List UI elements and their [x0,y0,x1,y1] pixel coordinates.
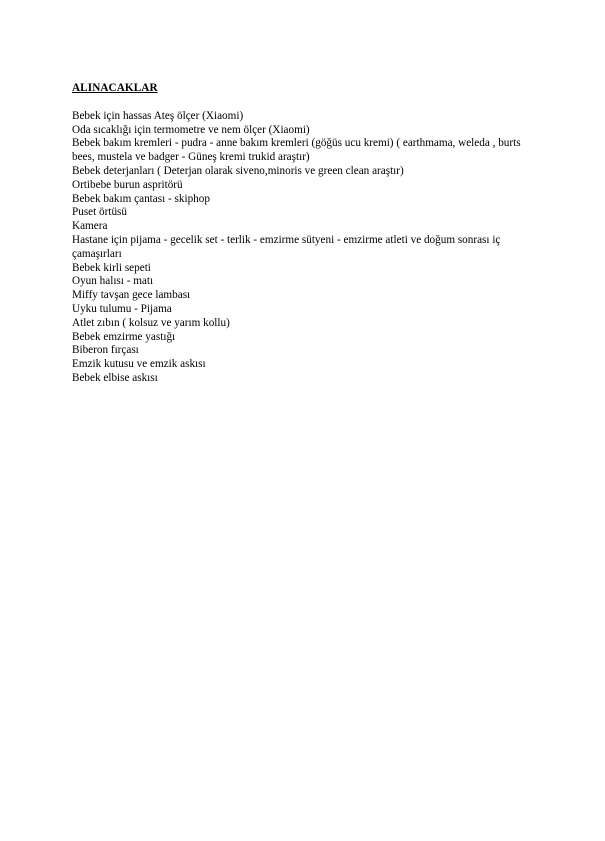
document-body [72,82,532,386]
list-item: Kamera [72,220,108,233]
shopping-list [72,110,532,386]
list-item: Biberon fırçası [72,344,139,357]
list-item: Bebek kirli sepeti [72,261,151,274]
list-item: Bebek bakım kremleri - pudra - anne bakım kremleri (göğüs ucu kremi) ( earthmama, weleda , burts bees, mustela ve badger - Güneş kremi trukid araştır) [72,137,521,164]
list-item: Puset örtüsü [72,206,128,219]
document-title: ALINACAKLAR [72,82,158,94]
list-item: Atlet zıbın ( kolsuz ve yarım kollu) [72,316,230,329]
list-item: Oda sıcaklığı için termometre ve nem ölçer (Xiaomi) [72,123,310,136]
list-item: Bebek için hassas Ateş ölçer (Xiaomi) [72,109,244,122]
list-item: Bebek elbise askısı [72,371,158,384]
list-item: Emzik kutusu ve emzik askısı [72,358,206,371]
list-item: Bebek emzirme yastığı [72,330,176,343]
list-item: Oyun halısı - matı [72,275,154,288]
list-item: Hastane için pijama - gecelik set - terlik - emzirme sütyeni - emzirme atleti ve doğum sonrası iç çamaşırları [72,233,501,260]
list-item: Bebek bakım çantası - skiphop [72,192,210,205]
list-item: Ortibebe burun aspritörü [72,178,183,191]
list-item: Miffy tavşan gece lambası [72,289,191,302]
list-item: Uyku tulumu - Pijama [72,302,172,315]
list-item: Bebek deterjanları ( Deterjan olarak siveno,minoris ve green clean araştır) [72,164,404,177]
